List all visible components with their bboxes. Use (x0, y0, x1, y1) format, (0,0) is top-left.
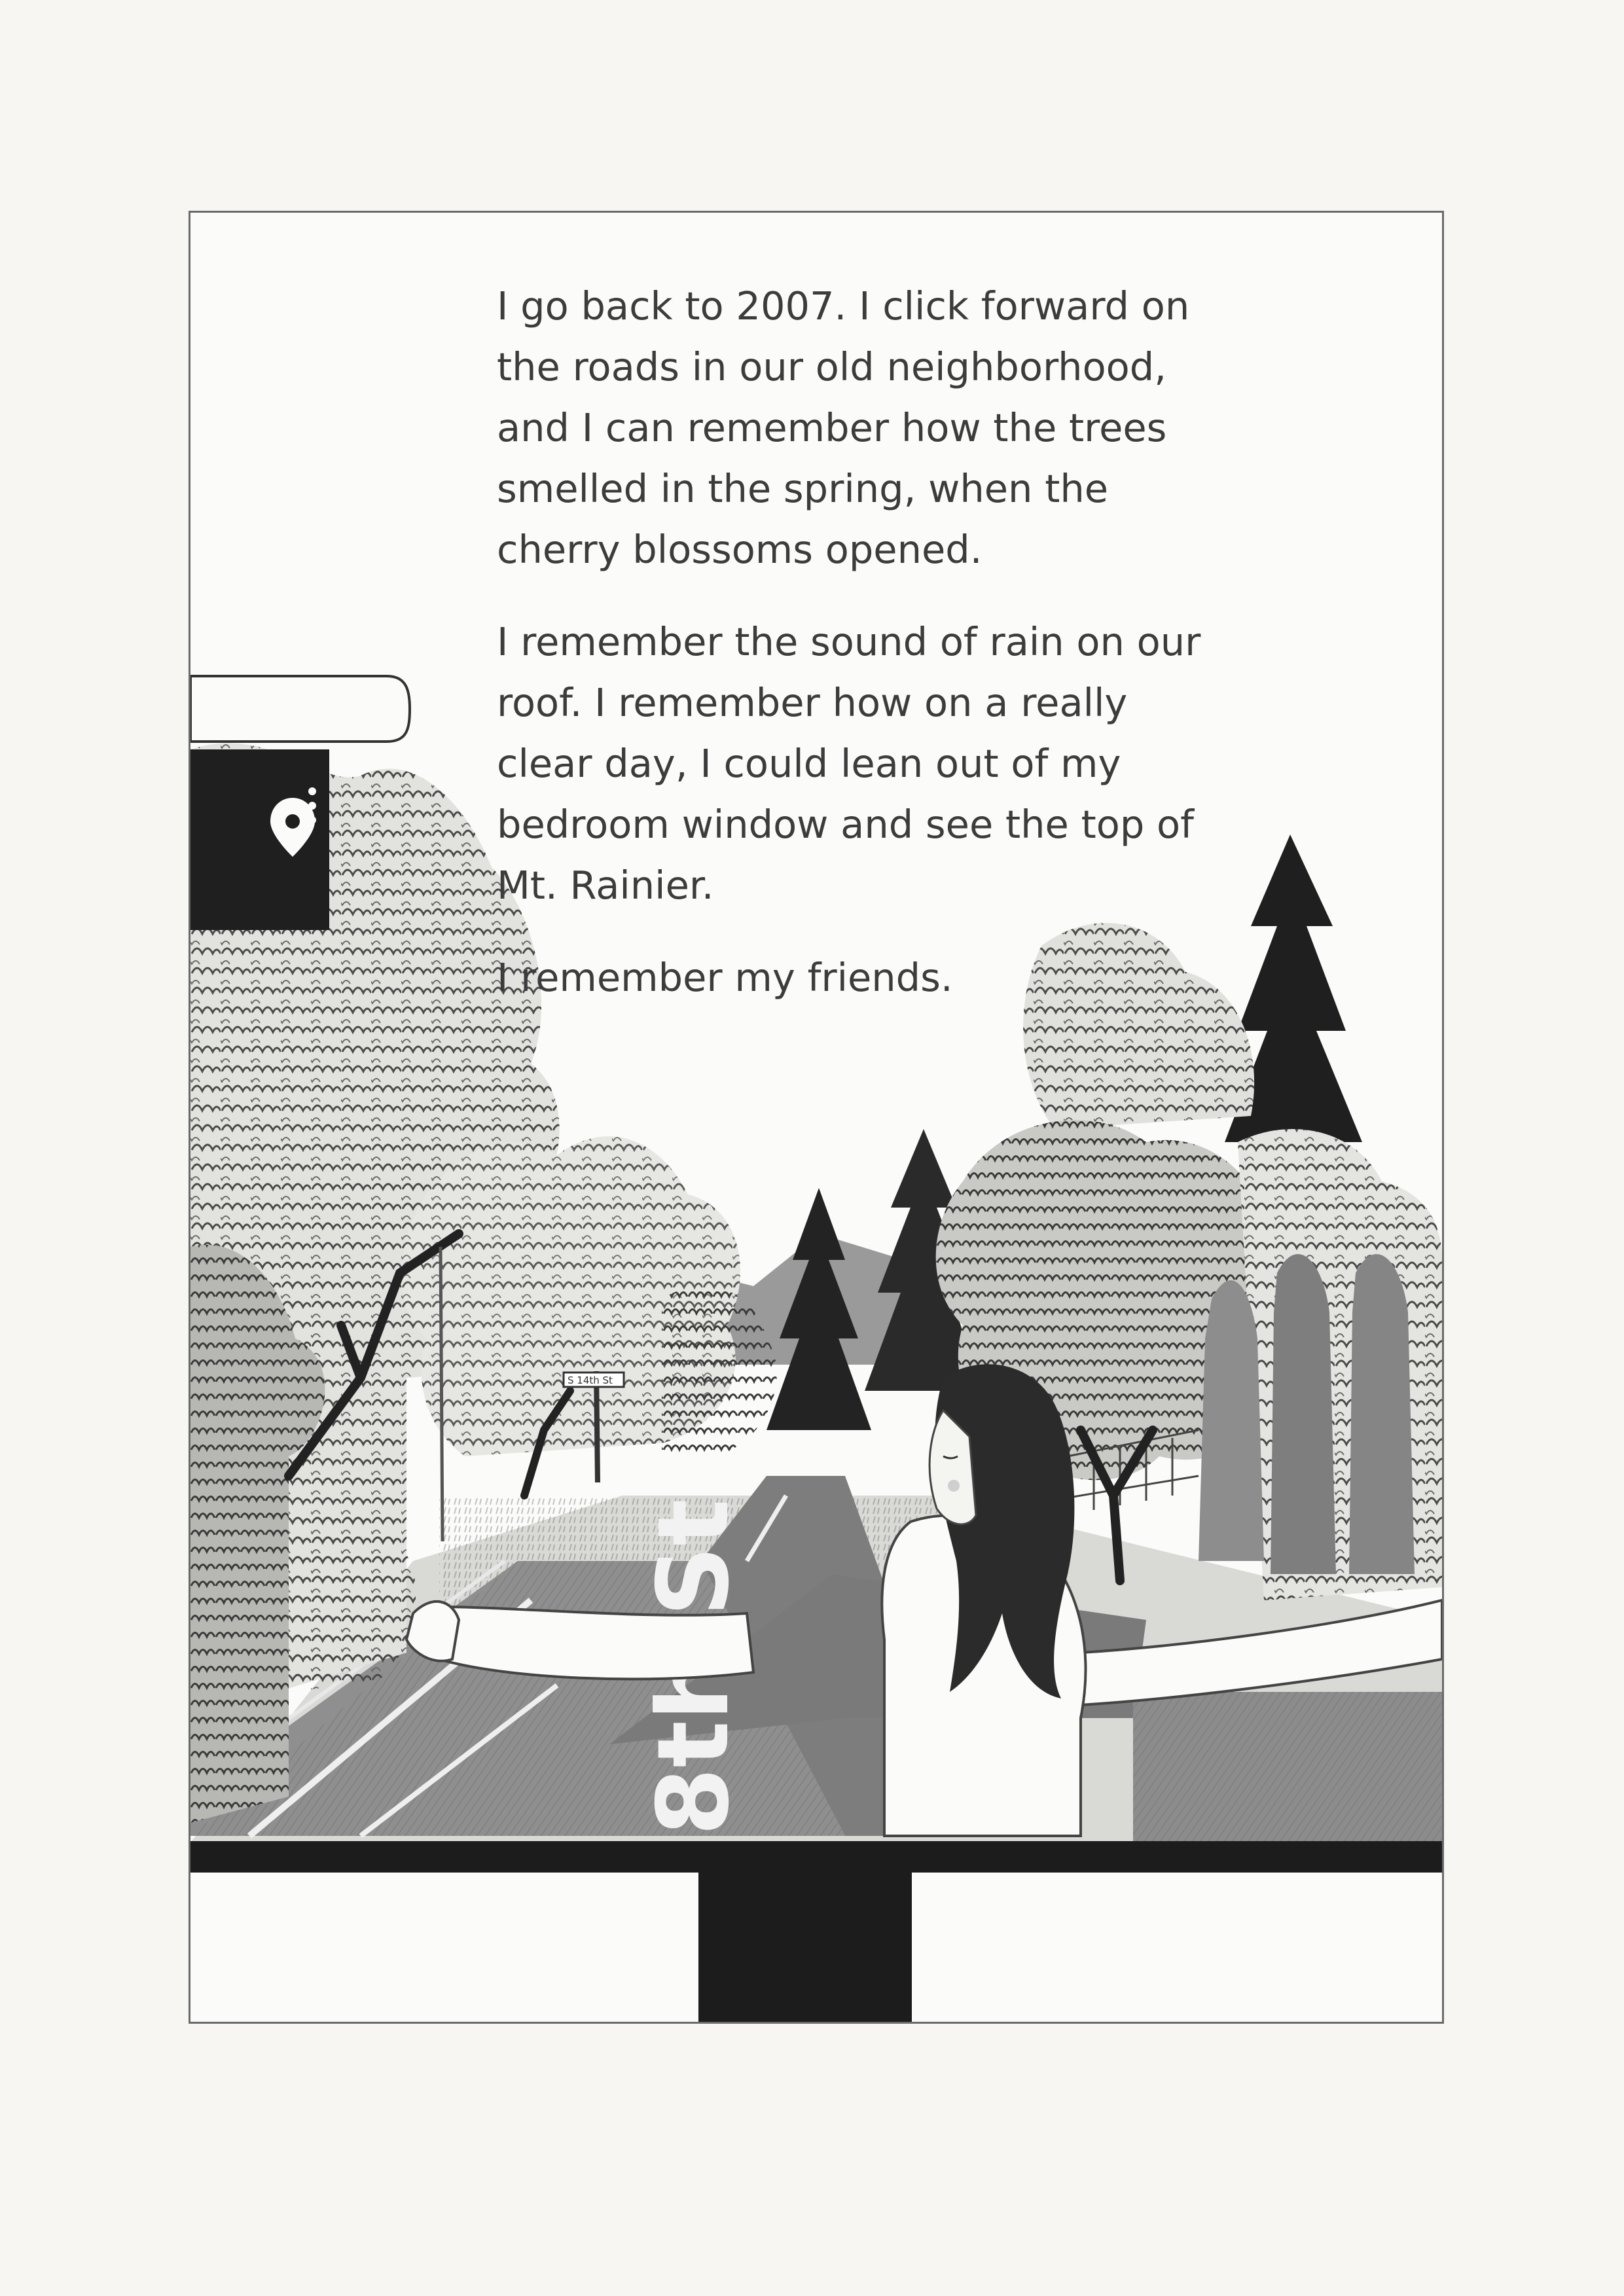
cypress-tree (1199, 1280, 1264, 1561)
utility-pole (441, 1247, 442, 1541)
search-bar[interactable] (190, 676, 410, 742)
story-text (497, 276, 1217, 1039)
story-paragraph: I remember the sound of rain on our roof. I remember how on a really clear day, I could lean out of my bedroom window and see the top of Mt. Rainier. (497, 619, 1201, 908)
vertical-dots-icon[interactable] (308, 787, 316, 824)
map-thumbnail[interactable] (190, 749, 329, 930)
road-right-texture (1133, 1692, 1442, 1842)
story-paragraph: I go back to 2007. I click forward on the roads in our old neighborhood, and I can remember how the trees smelled in the spring, when the cherry blossoms opened. (497, 283, 1190, 572)
street-sign-text: S 14th St (568, 1374, 613, 1386)
cypress-tree (1349, 1254, 1415, 1574)
girl-cheek (948, 1480, 960, 1492)
sill-post (698, 1873, 912, 2022)
comic-panel (189, 211, 1444, 2024)
window-sill (190, 1841, 1442, 1873)
girl-left-arm (439, 1607, 753, 1679)
story-paragraph: I remember my friends. (497, 955, 953, 1000)
cypress-tree (1271, 1254, 1336, 1574)
